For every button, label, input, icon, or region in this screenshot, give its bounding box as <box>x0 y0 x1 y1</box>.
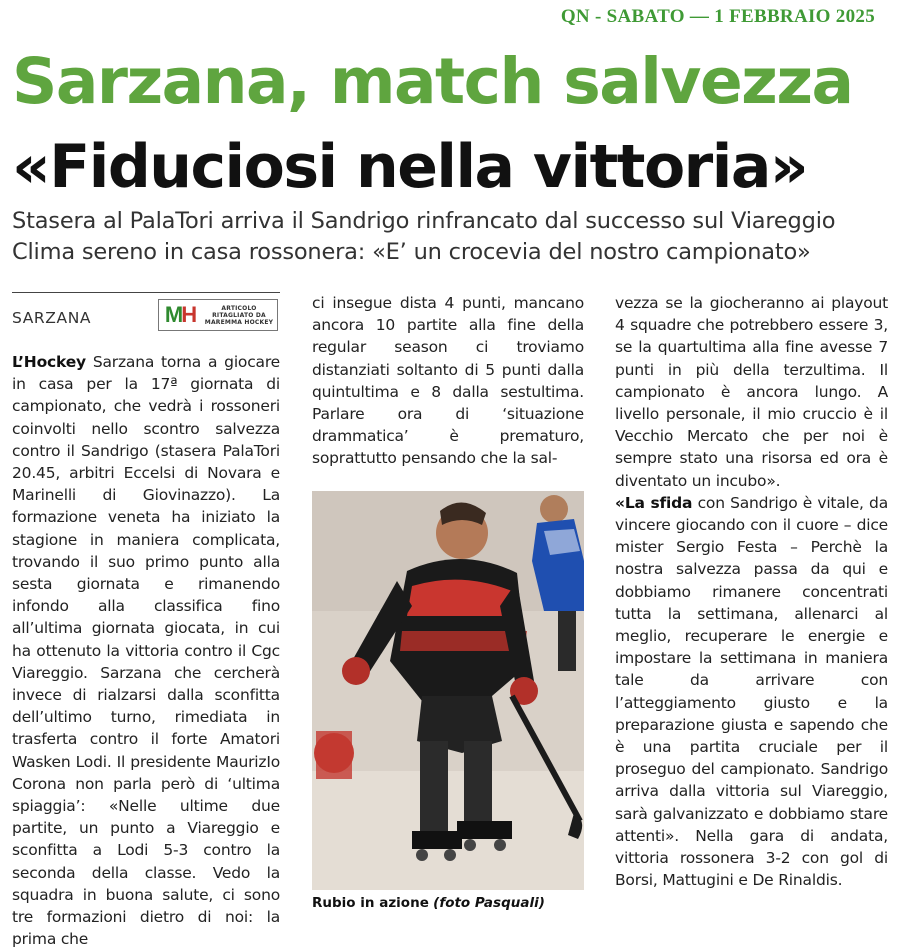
paragraph-lead: «La sfida <box>615 493 693 512</box>
hockey-photo <box>312 491 584 890</box>
article-paragraph-1-cont: ci insegue dista 4 punti, mancano ancora 10 partite alla fine della regular season ci troviamo distanziati soltanto di 5 punti dalla quintultima e 8 dalla sestultima. Parlare ora di ‘situazione drammatica’ è prematuro, soprattutto pensando che la sal- <box>312 294 584 468</box>
article-column-3 <box>615 292 888 891</box>
paragraph-body: con Sandrigo è vitale, da vincere giocando con il cuore – dice mister Sergio Festa – Perchè la nostra salvezza passa da qui e dobbiamo rimanere concentrati tutta la settimana, allenarci al meglio, recuperare le energie e impostare la settimana in maniera tale da arrivare con l’atteggiamento giusto e la preparazione giusta e sapendo che è una partita cruciale per il proseguo del campionato. Sandrigo arriva dalla vittoria sul Viareggio, sarà galvanizzato e dobbiamo stare attenti». Nella gara di andata, vittoria rossonera 3-2 con gol di Borsi, Mattugini e De Rinaldis. <box>615 493 888 890</box>
article-column-2 <box>312 292 584 470</box>
paragraph-body: Sarzana torna a giocare in casa per la 17ª giornata di campionato, che vedrà i rossoneri coinvolti nello scontro salvezza contro il Sandrigo (stasera PalaTori 20.45, arbitri Eccelsi di Novara e Marinelli di Giovinazzo). La formazione veneta ha iniziato la stagione in maniera complicata, trovando il suo primo punto alla sesta giornata e rimanendo infondo alla classifica fino all’ultima giornata giocata, in cui ha ottenuto la vittoria contro il Cgc Viareggio. Sarzana che cercherà invece di rialzarsi dalla sconfitta dell’ultimo turno, rimediata in trasferta contro il forte Amatori Wasken Lodi. Il presidente MaurizIo Corona non parla però di ‘ultima spiaggia’: «Nelle ultime due partite, un punto a Viareggio e sconfitta a Lodi 5-3 contro la seconda della classe. Vedo la squadra in buona salute, ci sono tre formazioni dietro di noi: la prima che <box>12 353 280 949</box>
source-box <box>12 292 280 337</box>
article-column-1 <box>12 292 280 950</box>
article-paragraph-1-end: vezza se la giocheranno ai playout 4 squadre che potrebbero essere 3, se la quartultima alla fine avesse 7 punti in più della terzultima. Il campionato è ancora lungo. A livello personale, il mio cruccio è il Vecchio Mercato che per noi è sempre stato una risorsa ed ora è diventato un incubo». <box>615 294 888 490</box>
city-label: SARZANA <box>12 309 92 327</box>
source-badge <box>158 299 278 331</box>
caption-credit: (foto Pasquali) <box>433 895 545 911</box>
maremma-hockey-logo: M H <box>164 301 196 327</box>
article-paragraph-1 <box>12 351 280 950</box>
subheadline <box>12 206 892 268</box>
photo-caption <box>312 895 584 911</box>
photo-illustration <box>312 491 584 890</box>
caption-text: Rubio in azione <box>312 895 429 911</box>
paragraph-lead: L’Hockey <box>12 353 86 371</box>
dateline: QN - SABATO — 1 FEBBRAIO 2025 <box>560 6 875 27</box>
headline: Sarzana, match salvezza <box>12 45 853 118</box>
article-paragraph-2 <box>615 492 888 892</box>
headline-quote: «Fiduciosi nella vittoria» <box>12 132 808 202</box>
subhead-line-2: Clima sereno in casa rossonera: «E’ un crocevia del nostro campionato» <box>12 239 811 265</box>
subhead-line-1: Stasera al PalaTori arriva il Sandrigo rinfrancato dal successo sul Viareggio <box>12 208 836 234</box>
badge-text: ARTICOLO RITAGLIATO DA MAREMMA HOCKEY <box>204 304 274 326</box>
